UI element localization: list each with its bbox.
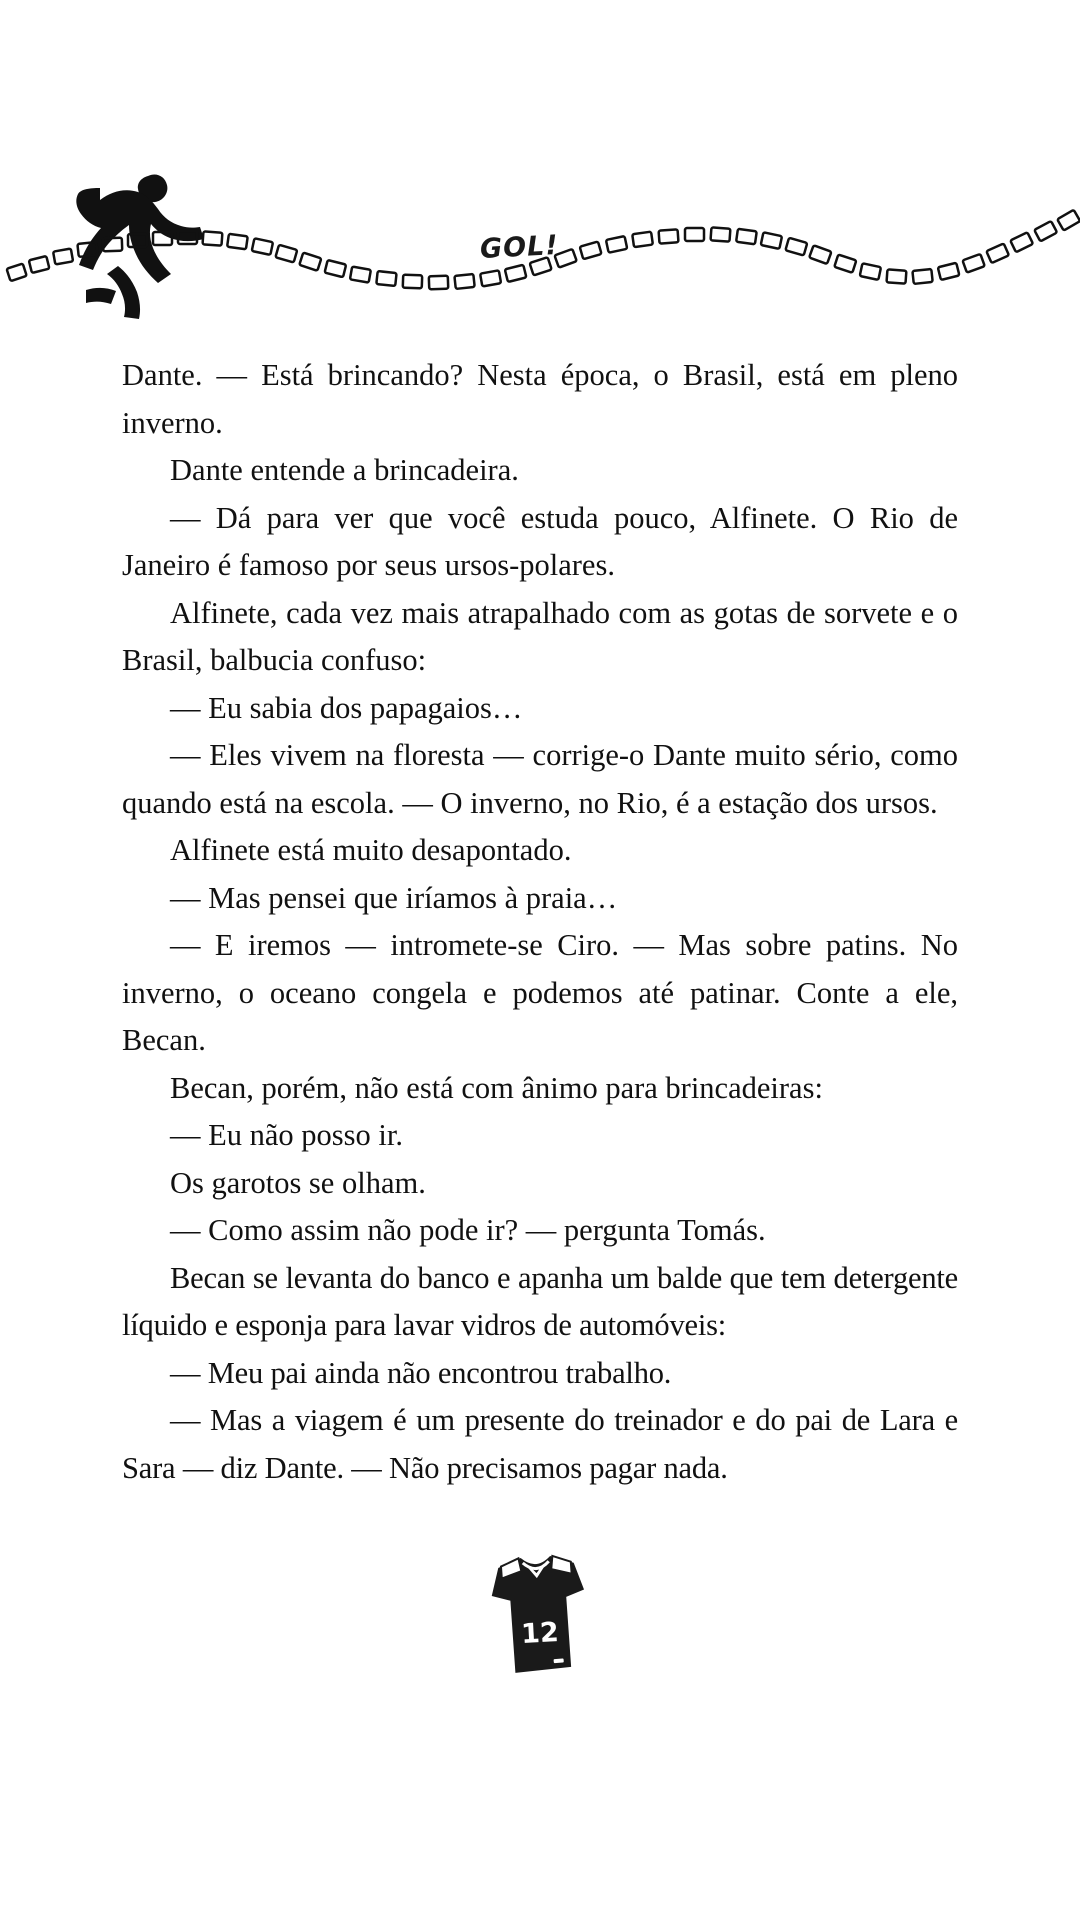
paragraph: — Dá para ver que você estuda pouco, Alfinete. O Rio de Janeiro é famoso por seus ursos-polares. xyxy=(122,500,958,582)
paragraph: — Eles vivem na floresta — corrige-o Dante muito sério, como quando está na escola. — O inverno, no Rio, é a estação dos ursos. xyxy=(122,738,958,820)
paragraph: Becan se levanta do banco e apanha um balde que tem detergente líquido e esponja para lavar vidros de automóveis: xyxy=(122,1260,958,1342)
paragraph: — E iremos — intromete-se Ciro. — Mas sobre patins. No inverno, o oceano congela e podemos até patinar. Conte a ele, Becan. xyxy=(122,928,958,1057)
paragraph: — Eu sabia dos papagaios… xyxy=(170,690,523,725)
paragraph: Becan, porém, não está com ânimo para brincadeiras: xyxy=(170,1070,823,1105)
gol-exclamation: GOL! xyxy=(479,229,560,266)
paragraph: — Mas pensei que iríamos à praia… xyxy=(170,880,618,915)
paragraph: — Eu não posso ir. xyxy=(170,1118,403,1152)
page-number: 12 xyxy=(520,1617,560,1650)
paragraph: Alfinete, cada vez mais atrapalhado com as gotas de sorvete e o Brasil, balbucia confuso: xyxy=(122,595,958,677)
paragraph: — Como assim não pode ir? — pergunta Tomás. xyxy=(170,1213,766,1247)
paragraph: — Meu pai ainda não encontrou trabalho. xyxy=(170,1355,672,1390)
jersey-icon xyxy=(455,1548,625,1698)
page-body-text xyxy=(122,352,958,1492)
paragraph: Dante entende a brincadeira. xyxy=(170,453,519,487)
paragraph: Alfinete está muito desapontado. xyxy=(170,833,572,867)
paragraph: — Mas a viagem é um presente do treinador e do pai de Lara e Sara — diz Dante. — Não precisamos pagar nada. xyxy=(122,1403,958,1485)
paragraph: Os garotos se olham. xyxy=(170,1165,426,1200)
paragraph: Dante. — Está brincando? Nesta época, o Brasil, está em pleno inverno. xyxy=(122,358,958,440)
